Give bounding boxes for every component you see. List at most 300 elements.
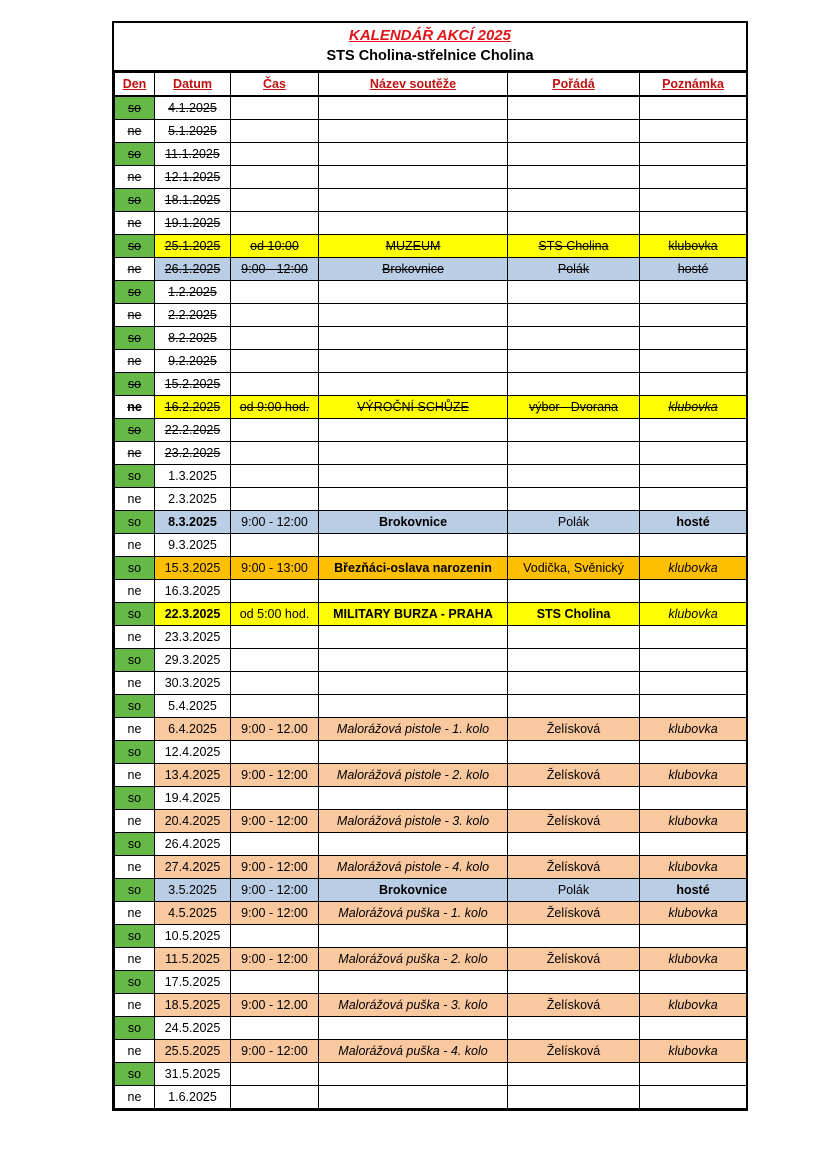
cell-name: [319, 281, 508, 304]
cell-note: klubovka: [640, 856, 747, 879]
table-row: [115, 626, 747, 649]
cell-day: ne: [115, 948, 155, 971]
cell-note: klubovka: [640, 557, 747, 580]
cell-name: [319, 442, 508, 465]
cell-name: [319, 212, 508, 235]
cell-date: 20.4.2025: [155, 810, 231, 833]
cell-time: 9:00 - 12:00: [231, 511, 319, 534]
cell-name: MUZEUM: [319, 235, 508, 258]
cell-org: [508, 695, 640, 718]
cell-name: [319, 465, 508, 488]
cell-time: 9:00 - 12:00: [231, 1040, 319, 1063]
cell-name: Malorážová puška - 2. kolo: [319, 948, 508, 971]
cell-name: Malorážová pistole - 4. kolo: [319, 856, 508, 879]
cell-day: so: [115, 235, 155, 258]
cell-date: 19.4.2025: [155, 787, 231, 810]
cell-note: klubovka: [640, 603, 747, 626]
cell-date: 1.3.2025: [155, 465, 231, 488]
cell-name: Malorážová puška - 1. kolo: [319, 902, 508, 925]
cell-org: [508, 304, 640, 327]
cell-time: [231, 281, 319, 304]
cell-note: [640, 350, 747, 373]
table-row: [115, 856, 747, 879]
cell-day: ne: [115, 626, 155, 649]
cell-org: Želísková: [508, 948, 640, 971]
cell-day: ne: [115, 1086, 155, 1109]
page-title: KALENDÁŘ AKCÍ 2025: [349, 27, 511, 44]
cell-name: [319, 672, 508, 695]
cell-org: STS Cholina: [508, 603, 640, 626]
table-row: [115, 994, 747, 1017]
header-date: Datum: [155, 73, 231, 97]
cell-name: [319, 143, 508, 166]
cell-name: [319, 419, 508, 442]
title-block: [114, 23, 746, 72]
cell-note: [640, 649, 747, 672]
cell-org: [508, 1086, 640, 1109]
table-row: [115, 96, 747, 120]
cell-date: 17.5.2025: [155, 971, 231, 994]
cell-org: Želísková: [508, 810, 640, 833]
cell-day: ne: [115, 488, 155, 511]
cell-note: [640, 189, 747, 212]
cell-name: [319, 741, 508, 764]
cell-org: [508, 189, 640, 212]
cell-org: Želísková: [508, 856, 640, 879]
cell-date: 10.5.2025: [155, 925, 231, 948]
cell-date: 29.3.2025: [155, 649, 231, 672]
cell-note: [640, 580, 747, 603]
cell-date: 26.1.2025: [155, 258, 231, 281]
cell-note: hosté: [640, 511, 747, 534]
table-row: [115, 166, 747, 189]
cell-org: [508, 672, 640, 695]
cell-day: so: [115, 557, 155, 580]
cell-note: [640, 787, 747, 810]
cell-time: 9:00 - 12:00: [231, 764, 319, 787]
cell-time: [231, 833, 319, 856]
cell-org: [508, 971, 640, 994]
cell-time: [231, 1063, 319, 1086]
cell-day: so: [115, 925, 155, 948]
cell-note: [640, 488, 747, 511]
cell-org: Polák: [508, 258, 640, 281]
table-row: [115, 534, 747, 557]
cell-date: 27.4.2025: [155, 856, 231, 879]
table-row: [115, 304, 747, 327]
cell-name: [319, 166, 508, 189]
table-row: [115, 120, 747, 143]
cell-time: 9:00 - 12:00: [231, 948, 319, 971]
cell-note: [640, 695, 747, 718]
cell-date: 2.3.2025: [155, 488, 231, 511]
cell-note: [640, 833, 747, 856]
cell-note: [640, 741, 747, 764]
cell-date: 18.5.2025: [155, 994, 231, 1017]
events-table: [114, 72, 747, 1109]
cell-date: 11.5.2025: [155, 948, 231, 971]
cell-date: 13.4.2025: [155, 764, 231, 787]
cell-note: [640, 327, 747, 350]
table-row: [115, 1017, 747, 1040]
table-row: [115, 672, 747, 695]
cell-org: STS Cholina: [508, 235, 640, 258]
cell-day: so: [115, 649, 155, 672]
table-row: [115, 603, 747, 626]
table-row: [115, 557, 747, 580]
cell-time: od 10:00: [231, 235, 319, 258]
cell-date: 25.5.2025: [155, 1040, 231, 1063]
cell-name: [319, 925, 508, 948]
cell-day: so: [115, 741, 155, 764]
cell-name: [319, 1017, 508, 1040]
cell-date: 1.2.2025: [155, 281, 231, 304]
cell-org: [508, 465, 640, 488]
table-row: [115, 948, 747, 971]
table-row: [115, 1040, 747, 1063]
cell-name: [319, 626, 508, 649]
cell-time: [231, 971, 319, 994]
cell-name: [319, 1063, 508, 1086]
cell-date: 18.1.2025: [155, 189, 231, 212]
table-row: [115, 373, 747, 396]
table-row: [115, 925, 747, 948]
table-row: [115, 143, 747, 166]
cell-org: [508, 96, 640, 120]
cell-note: klubovka: [640, 948, 747, 971]
cell-note: klubovka: [640, 718, 747, 741]
cell-org: [508, 442, 640, 465]
cell-org: Želísková: [508, 1040, 640, 1063]
cell-time: od 5:00 hod.: [231, 603, 319, 626]
cell-time: [231, 350, 319, 373]
table-row: [115, 488, 747, 511]
cell-date: 12.4.2025: [155, 741, 231, 764]
cell-time: 9:00 - 12:00: [231, 810, 319, 833]
table-row: [115, 718, 747, 741]
cell-note: [640, 304, 747, 327]
cell-day: so: [115, 603, 155, 626]
header-row: [115, 73, 747, 97]
cell-day: ne: [115, 718, 155, 741]
table-row: [115, 465, 747, 488]
cell-org: [508, 281, 640, 304]
cell-date: 8.3.2025: [155, 511, 231, 534]
cell-date: 25.1.2025: [155, 235, 231, 258]
cell-note: hosté: [640, 258, 747, 281]
cell-note: [640, 1017, 747, 1040]
cell-time: [231, 626, 319, 649]
cell-note: klubovka: [640, 810, 747, 833]
cell-time: 9:00 - 12:00: [231, 902, 319, 925]
cell-name: Malorážová puška - 3. kolo: [319, 994, 508, 1017]
table-row: [115, 511, 747, 534]
cell-name: VÝROČNÍ SCHŮZE: [319, 396, 508, 419]
cell-org: [508, 1063, 640, 1086]
cell-date: 3.5.2025: [155, 879, 231, 902]
cell-date: 4.5.2025: [155, 902, 231, 925]
cell-note: klubovka: [640, 902, 747, 925]
cell-time: [231, 787, 319, 810]
cell-day: so: [115, 281, 155, 304]
cell-name: [319, 695, 508, 718]
cell-note: [640, 1086, 747, 1109]
cell-name: [319, 96, 508, 120]
header-organizer: Pořádá: [508, 73, 640, 97]
cell-time: [231, 373, 319, 396]
cell-note: klubovka: [640, 396, 747, 419]
cell-time: [231, 304, 319, 327]
cell-org: [508, 419, 640, 442]
cell-day: ne: [115, 304, 155, 327]
cell-date: 11.1.2025: [155, 143, 231, 166]
table-row: [115, 787, 747, 810]
cell-date: 15.2.2025: [155, 373, 231, 396]
cell-note: [640, 465, 747, 488]
cell-name: [319, 1086, 508, 1109]
cell-note: [640, 166, 747, 189]
calendar-sheet: [112, 21, 748, 1111]
cell-note: [640, 96, 747, 120]
cell-org: Vodička, Svěnický: [508, 557, 640, 580]
cell-note: [640, 971, 747, 994]
cell-note: [640, 281, 747, 304]
cell-org: [508, 166, 640, 189]
cell-org: [508, 580, 640, 603]
cell-day: so: [115, 419, 155, 442]
cell-time: [231, 143, 319, 166]
cell-time: [231, 488, 319, 511]
table-row: [115, 212, 747, 235]
cell-date: 4.1.2025: [155, 96, 231, 120]
cell-note: [640, 120, 747, 143]
cell-org: [508, 212, 640, 235]
cell-time: 9:00 - 12:00: [231, 879, 319, 902]
cell-day: so: [115, 1017, 155, 1040]
cell-org: [508, 327, 640, 350]
cell-org: [508, 534, 640, 557]
cell-org: [508, 1017, 640, 1040]
cell-day: so: [115, 879, 155, 902]
cell-note: [640, 143, 747, 166]
cell-day: so: [115, 971, 155, 994]
table-row: [115, 741, 747, 764]
cell-org: [508, 143, 640, 166]
cell-note: [640, 626, 747, 649]
cell-day: ne: [115, 672, 155, 695]
cell-note: [640, 534, 747, 557]
table-row: [115, 419, 747, 442]
table-row: [115, 281, 747, 304]
cell-day: ne: [115, 902, 155, 925]
cell-name: [319, 304, 508, 327]
cell-time: [231, 166, 319, 189]
cell-name: [319, 350, 508, 373]
cell-date: 5.4.2025: [155, 695, 231, 718]
cell-date: 12.1.2025: [155, 166, 231, 189]
table-row: [115, 1063, 747, 1086]
cell-note: [640, 373, 747, 396]
cell-time: [231, 695, 319, 718]
cell-date: 9.2.2025: [155, 350, 231, 373]
cell-day: ne: [115, 764, 155, 787]
cell-day: so: [115, 96, 155, 120]
cell-day: so: [115, 511, 155, 534]
cell-org: [508, 787, 640, 810]
cell-date: 23.3.2025: [155, 626, 231, 649]
cell-day: ne: [115, 1040, 155, 1063]
cell-time: [231, 419, 319, 442]
cell-org: [508, 350, 640, 373]
cell-note: klubovka: [640, 1040, 747, 1063]
cell-date: 6.4.2025: [155, 718, 231, 741]
cell-name: Malorážová pistole - 2. kolo: [319, 764, 508, 787]
cell-time: [231, 96, 319, 120]
cell-org: Želísková: [508, 994, 640, 1017]
cell-day: so: [115, 787, 155, 810]
cell-day: so: [115, 465, 155, 488]
table-row: [115, 649, 747, 672]
cell-time: [231, 189, 319, 212]
cell-name: [319, 373, 508, 396]
cell-note: [640, 925, 747, 948]
table-row: [115, 1086, 747, 1109]
table-row: [115, 695, 747, 718]
cell-note: [640, 419, 747, 442]
cell-org: Polák: [508, 879, 640, 902]
cell-time: 9:00 - 12.00: [231, 994, 319, 1017]
cell-time: [231, 465, 319, 488]
cell-day: ne: [115, 810, 155, 833]
cell-date: 19.1.2025: [155, 212, 231, 235]
cell-date: 22.3.2025: [155, 603, 231, 626]
cell-date: 15.3.2025: [155, 557, 231, 580]
cell-name: [319, 189, 508, 212]
cell-date: 5.1.2025: [155, 120, 231, 143]
cell-time: [231, 1017, 319, 1040]
cell-day: ne: [115, 534, 155, 557]
cell-time: [231, 327, 319, 350]
cell-org: [508, 649, 640, 672]
table-row: [115, 764, 747, 787]
cell-name: [319, 534, 508, 557]
cell-date: 23.2.2025: [155, 442, 231, 465]
cell-date: 16.2.2025: [155, 396, 231, 419]
cell-org: [508, 488, 640, 511]
cell-day: ne: [115, 166, 155, 189]
cell-day: so: [115, 143, 155, 166]
cell-time: [231, 1086, 319, 1109]
cell-time: 9:00 - 12.00: [231, 718, 319, 741]
cell-org: Želísková: [508, 902, 640, 925]
cell-note: [640, 442, 747, 465]
cell-day: so: [115, 1063, 155, 1086]
cell-day: ne: [115, 212, 155, 235]
header-note: Poznámka: [640, 73, 747, 97]
cell-date: 2.2.2025: [155, 304, 231, 327]
page-subtitle: STS Cholina-střelnice Cholina: [326, 48, 534, 64]
table-row: [115, 350, 747, 373]
cell-date: 30.3.2025: [155, 672, 231, 695]
cell-day: so: [115, 327, 155, 350]
cell-name: Brokovnice: [319, 511, 508, 534]
cell-time: 9:00 - 12:00: [231, 856, 319, 879]
cell-org: [508, 120, 640, 143]
table-row: [115, 189, 747, 212]
cell-day: ne: [115, 580, 155, 603]
cell-name: [319, 833, 508, 856]
cell-day: ne: [115, 396, 155, 419]
table-row: [115, 442, 747, 465]
cell-time: [231, 442, 319, 465]
cell-day: so: [115, 695, 155, 718]
header-name: Název soutěže: [319, 73, 508, 97]
cell-time: [231, 120, 319, 143]
cell-org: [508, 626, 640, 649]
table-row: [115, 580, 747, 603]
cell-time: [231, 925, 319, 948]
table-row: [115, 879, 747, 902]
cell-time: 9:00 - 13:00: [231, 557, 319, 580]
cell-note: hosté: [640, 879, 747, 902]
cell-name: Malorážová puška - 4. kolo: [319, 1040, 508, 1063]
cell-day: ne: [115, 856, 155, 879]
cell-time: [231, 741, 319, 764]
cell-time: [231, 212, 319, 235]
cell-name: MILITARY BURZA - PRAHA: [319, 603, 508, 626]
cell-day: so: [115, 833, 155, 856]
table-row: [115, 396, 747, 419]
cell-name: Březňáci-oslava narozenin: [319, 557, 508, 580]
cell-org: [508, 925, 640, 948]
cell-time: [231, 534, 319, 557]
cell-date: 31.5.2025: [155, 1063, 231, 1086]
cell-time: [231, 672, 319, 695]
cell-day: ne: [115, 442, 155, 465]
table-row: [115, 833, 747, 856]
cell-time: [231, 580, 319, 603]
cell-name: Brokovnice: [319, 879, 508, 902]
table-row: [115, 902, 747, 925]
cell-note: klubovka: [640, 994, 747, 1017]
cell-day: so: [115, 189, 155, 212]
cell-time: [231, 649, 319, 672]
cell-name: [319, 787, 508, 810]
cell-name: [319, 971, 508, 994]
cell-org: výbor - Dvorana: [508, 396, 640, 419]
header-day: Den: [115, 73, 155, 97]
cell-name: Malorážová pistole - 1. kolo: [319, 718, 508, 741]
cell-name: [319, 488, 508, 511]
cell-org: Želísková: [508, 718, 640, 741]
cell-name: [319, 580, 508, 603]
cell-date: 26.4.2025: [155, 833, 231, 856]
cell-date: 9.3.2025: [155, 534, 231, 557]
table-row: [115, 971, 747, 994]
cell-name: [319, 327, 508, 350]
cell-date: 22.2.2025: [155, 419, 231, 442]
cell-note: klubovka: [640, 764, 747, 787]
table-row: [115, 258, 747, 281]
cell-org: [508, 741, 640, 764]
cell-name: Malorážová pistole - 3. kolo: [319, 810, 508, 833]
cell-day: ne: [115, 258, 155, 281]
cell-date: 8.2.2025: [155, 327, 231, 350]
cell-day: ne: [115, 994, 155, 1017]
cell-note: klubovka: [640, 235, 747, 258]
table-row: [115, 327, 747, 350]
cell-org: Polák: [508, 511, 640, 534]
